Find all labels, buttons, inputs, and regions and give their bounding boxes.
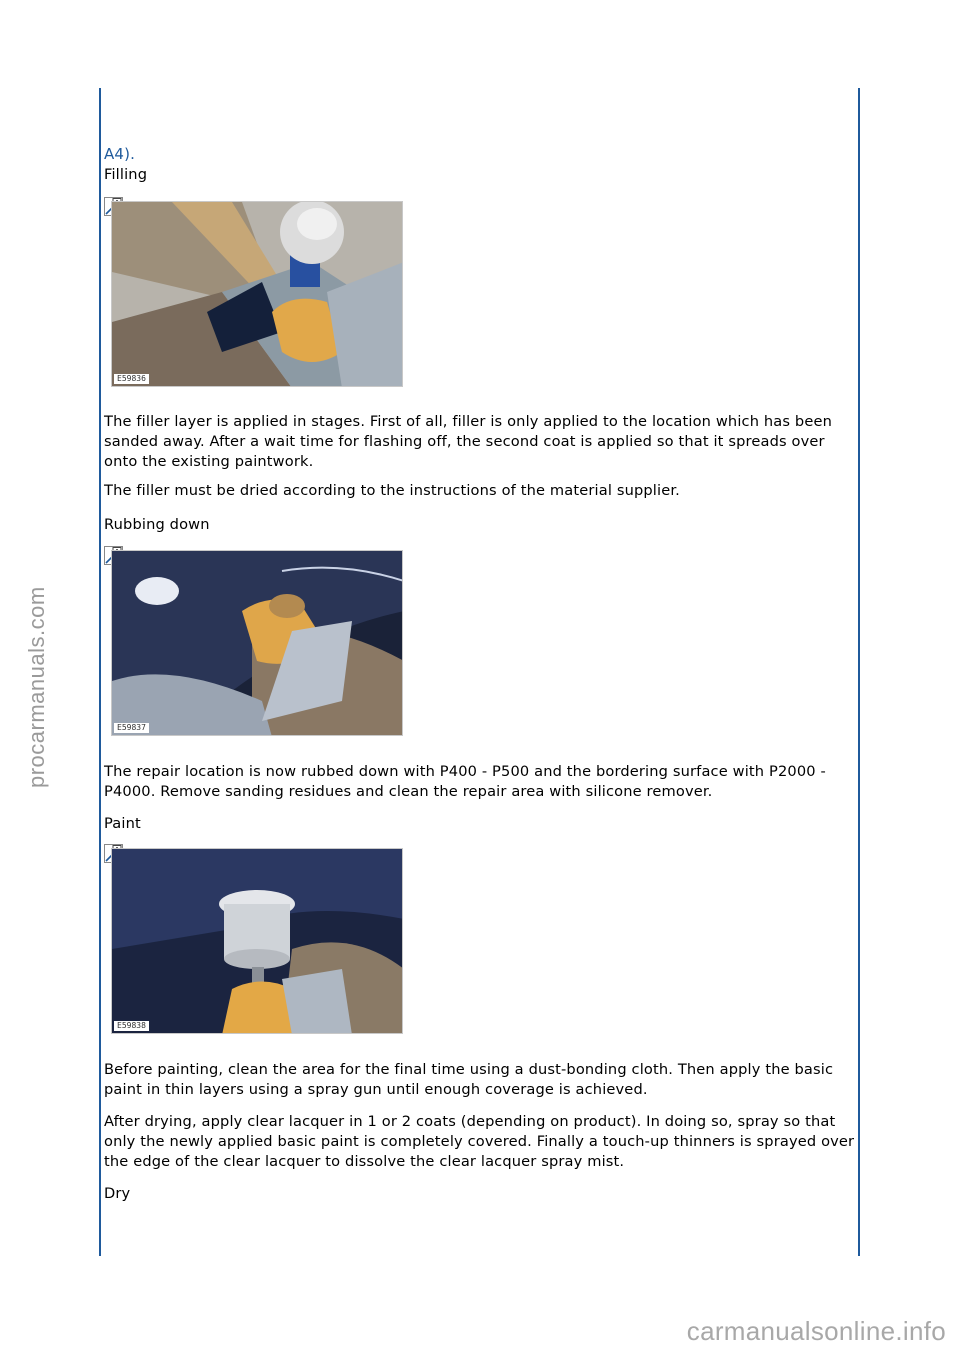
- left-margin-rule: [99, 88, 101, 1256]
- heading-dry: Dry: [104, 1185, 131, 1202]
- figure-code: E59836: [114, 374, 149, 384]
- paragraph-filling-2: The filler must be dried according to the instructions of the material supplier.: [104, 482, 680, 499]
- bottom-watermark: carmanualsonline.info: [686, 1316, 946, 1346]
- heading-filling: Filling: [104, 166, 148, 183]
- figure-paint: [104, 844, 404, 1036]
- side-watermark: procarmanuals.com: [24, 586, 49, 788]
- paragraph-paint-2: After drying, apply clear lacquer in 1 or 2 coats (depending on product). In doing so, spray so that only the newly applied basic paint is completely covered. Finally a touch-up thinners is sprayed over the edge of the clear lacquer to dissolve the clear lacquer spray mist.: [104, 1113, 855, 1170]
- photo-rubbing-down[interactable]: [111, 550, 403, 736]
- heading-paint: Paint: [104, 815, 141, 832]
- right-margin-rule: [858, 88, 860, 1256]
- figure-filling: [104, 197, 404, 389]
- paragraph-rubbing-1: The repair location is now rubbed down with P400 - P500 and the bordering surface with P2000 - P4000. Remove sanding residues and clean the repair area with silicone remover.: [104, 763, 826, 800]
- paragraph-filling-1: The filler layer is applied in stages. First of all, filler is only applied to the location which has been sanded away. After a wait time for flashing off, the second coat is applied so that it spreads over onto the existing paintwork.: [104, 413, 832, 470]
- figure-code: E59838: [114, 1021, 149, 1031]
- photo-filling[interactable]: [111, 201, 403, 387]
- figure-rubbing-down: [104, 546, 404, 738]
- paragraph-paint-1: Before painting, clean the area for the final time using a dust-bonding cloth. Then apply the basic paint in thin layers using a spray gun until enough coverage is achieved.: [104, 1061, 834, 1098]
- heading-rubbing-down: Rubbing down: [104, 516, 210, 533]
- figure-code: E59837: [114, 723, 149, 733]
- step-label: A4).: [104, 145, 136, 163]
- photo-paint[interactable]: [111, 848, 403, 1034]
